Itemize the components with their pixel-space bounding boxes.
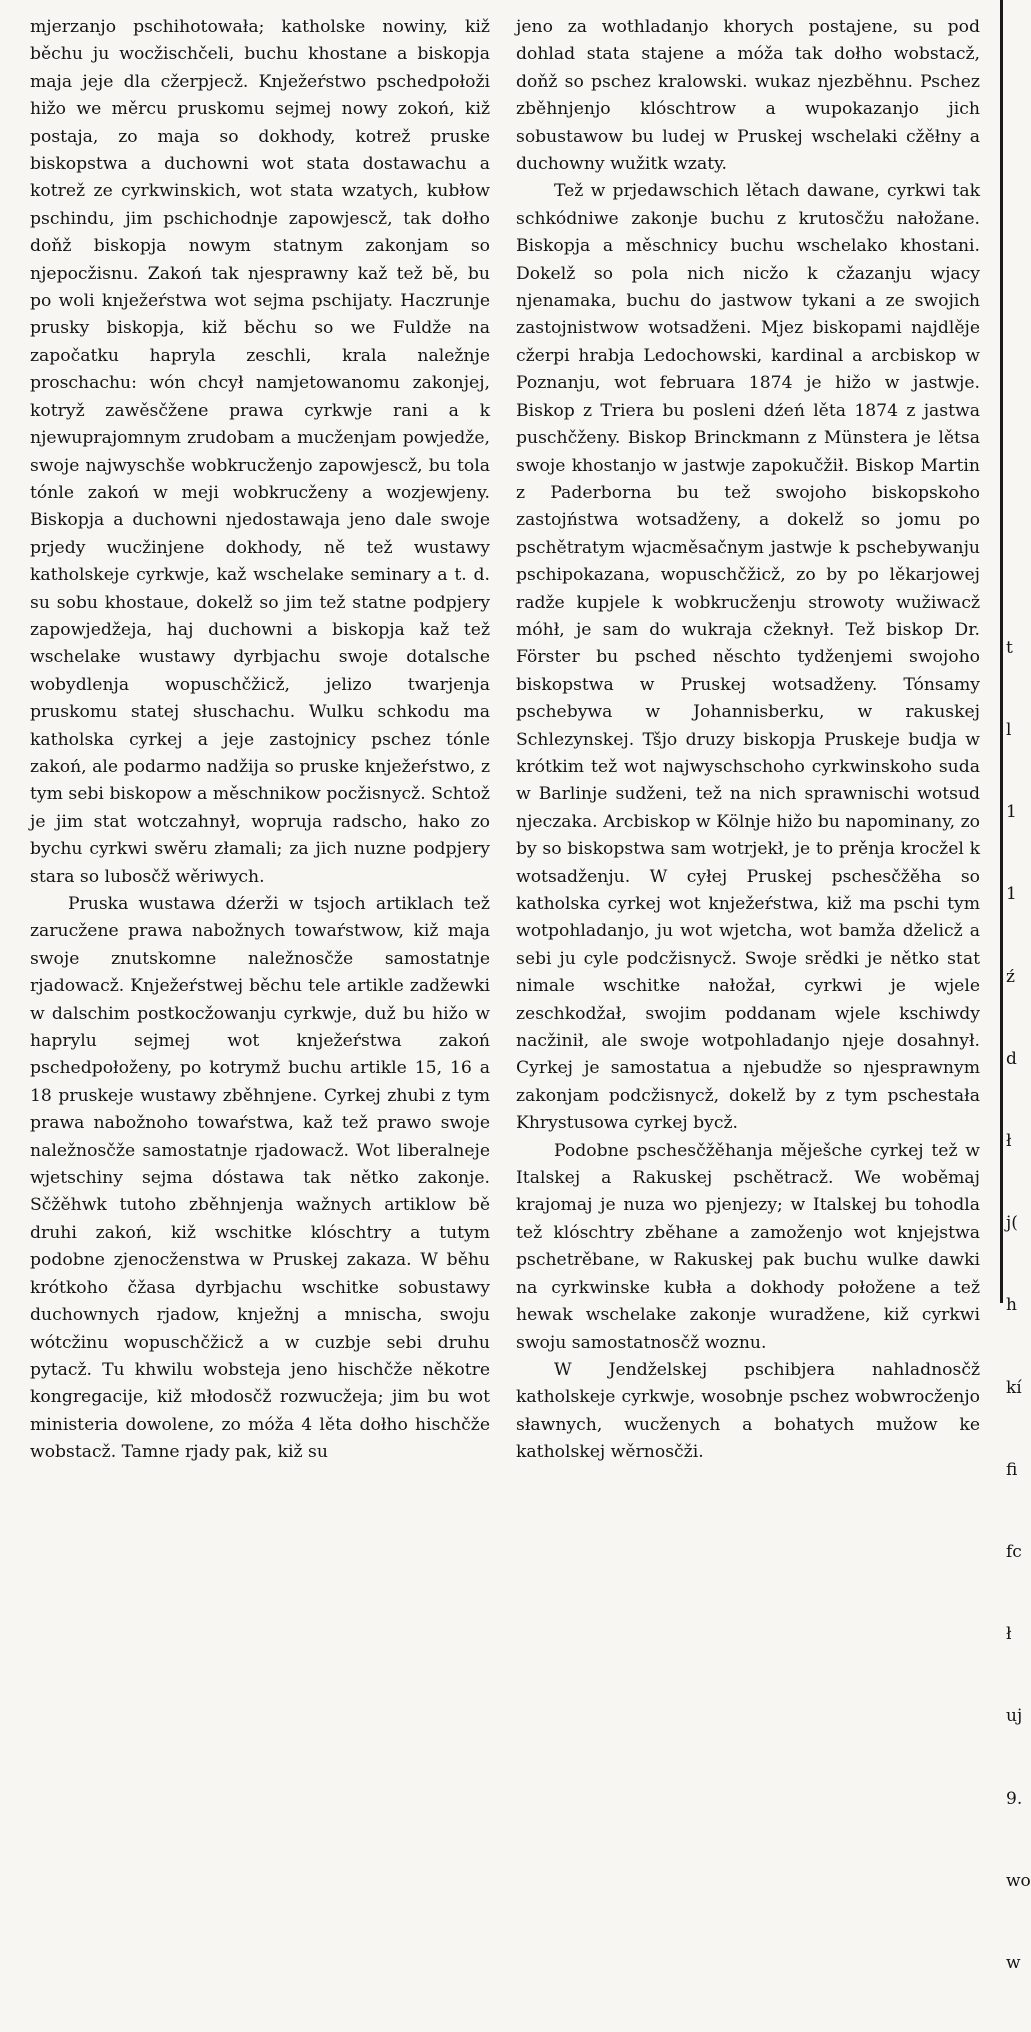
edge-fragment: j(: [1006, 1213, 1018, 1234]
edge-fragment: 1: [1006, 884, 1017, 905]
page-edge-rule: [1000, 0, 1003, 1303]
right-paragraph-4: W Jendželskej pschibjera nahladnosčž katholskeje cyrkwje, wosobnje pschez wobwrocženjo sławnych, wucženych a bohatych mužow ke katholskej wěrnosčži.: [516, 1359, 980, 1463]
edge-fragment: d: [1006, 1048, 1017, 1069]
edge-fragment: w: [1006, 1953, 1021, 1974]
left-column: [30, 14, 490, 1467]
edge-fragment: l: [1006, 720, 1012, 741]
edge-fragment: fc: [1006, 1542, 1022, 1563]
right-column: [516, 14, 980, 1467]
right-paragraph-1: jeno za wothladanjo khorych postajene, su pod dohlad stata stajene a móža tak dołho wobstacž, doňž so pschez kralowski. wukaz njezběhnu. Pschez zběhnjenjo klóschtrow a wupokazanjo jich sobustawow bu ludej w Pruskej wschelaki cžěłny a duchowny wužitk wzaty.: [516, 17, 980, 175]
left-paragraph-2: Pruska wustawa dźerži w tsjoch artiklach tež zarucžene prawa nabožnych towaŕstwow, kiž maja swoje znutskomne naležnosčže samostatnje rjadowacž. Knježeŕstwej běchu tele artikle zadžewki w dalschim postkocžowanju cyrkwje, duž bu hižo w haprylu sejmej wot knježeŕstwa zakoń pschedpołoženy, po kotrymž buchu artikle 15, 16 a 18 pruskeje wustawy zběhnjene. Cyrkej zhubi z tym prawa nabožnoho towaŕstwa, kaž tež prawo swoje naležnosčže samostatnje rjadowacž. Wot liberalneje wjetschiny sejma dóstawa tak nětko zakonje. Sčžěhwk tutoho zběhnjenja wažnych artiklow bě druhi zakoń, kiž wschitke klóschtry a tutym podobne zjenocženstwa w Pruskej zakaza. W běhu krótkoho čžasa dyrbjachu wschitke sobustawy duchownych rjadow, knježnj a mnischa, swoju wótcžinu wopuschčžicž a w cuzbje sebi druhu pytacž. Tu khwilu wobsteja jeno hischčže někotre kongregacije, kiž młodosčž rozwucžeja; jim bu wot ministeria dowolene, zo móža 4 lěta dołho hischčže wobstacž. Tamne rjady pak, kiž su: [30, 894, 490, 1463]
edge-fragment: ł: [1006, 1131, 1012, 1152]
edge-fragment: ł: [1006, 1624, 1012, 1645]
edge-fragment: uj: [1006, 1706, 1023, 1727]
right-paragraph-2: Tež w prjedawschich lětach dawane, cyrkwi tak schkódniwe zakonje buchu z krutosčžu nałožane. Biskopja a měschnicy buchu wschelako khostani. Dokelž so pola nich nicžo k cžazanju wjacy njenamaka, buchu do jastwow tykani a ze swojich zastojnistwow wotsadženi. Mjez biskopami najdlěje cžerpi hrabja Ledochowski, kardinal a arcbiskop w Poznanju, wot februara 1874 je hižo w jastwje. Biskop z Triera bu posleni dźeń lěta 1874 z jastwa puschčženy. Biskop Brinckmann z Münstera je lětsa swoje khostanjo w jastwje zapokučžił. Biskop Martin z Paderborna bu tež swojoho biskopskoho zastojństwa wotsadženy, a dokelž so jomu po pschětratym wjacměsačnym jastwje k pschebywanju pschipokazana, wopuschčžicž, zo by po lěkarjowej radže kupjele k wobkrucženju strowoty wužiwacž móhł, je sam do wukraja cžeknył. Tež biskop Dr. Förster bu psched něschto tydženjemi swojoho biskopstwa w Pruskej wotsadženy. Tónsamy pschebywa w Johannisberku, w rakuskej Schlezynskej. Tšjo druzy biskopja Pruskeje budja w krótkim tež wot najwyschschoho cyrkwinskoho suda w Barlinje sudženi, tež na nich sprawnischi wotsud njeczaka. Arcbiskop w Kölnje hižo bu napominany, zo by so biskopstwa sam wotrjekł, je to prěnja krocžel k wotsadženju. W cyłej Pruskej pschesčžěha so katholska cyrkej wot knježeŕstwa, kiž ma pschi tym wotpohladanjo, ju wot wjetcha, wot bamža dželicž a sebi ju cyle podcžisnycž. Swoje srědki je nětko stat nimale wschitke nałožał, cyrkwi je wjele zeschkodžał, swojim poddanam wjele kschiwdy nacžinił, ale swoje wotpohladanjo njeje dosahnył. Cyrkej je samostatua a njebudže so njesprawnym zakonjam podcžisnycž, dokelž by z tym pschestała Khrystusowa cyrkej bycž.: [516, 181, 980, 1134]
next-page-edge-fragments: [1006, 580, 1031, 2032]
right-paragraph-3: Podobne pschesčžěhanja měješche cyrkej tež w Italskej a Rakuskej pschětracž. We woběmaj krajomaj je nuza wo pjenjezy; w Italskej bu tohodla tež klóschtry zběhane a zamoženjo wot knjejstwa pschetrěbane, w Rakuskej pak buchu wulke dawki na cyrkwinske kubła a dokhody połožene a tež hewak wschelake zakonje wuradžene, kiž cyrkwi swoju samostatnosčž woznu.: [516, 1140, 980, 1353]
edge-fragment: 9.: [1006, 1788, 1023, 1809]
column-gutter: [502, 12, 503, 1297]
edge-fragment: kí: [1006, 1377, 1022, 1398]
edge-fragment: ź: [1006, 966, 1015, 987]
edge-fragment: fi: [1006, 1459, 1018, 1480]
edge-fragment: 1: [1006, 802, 1017, 823]
edge-fragment: h: [1006, 1295, 1017, 1316]
edge-fragment: wo: [1006, 1870, 1031, 1891]
left-paragraph-1: mjerzanjo pschihotowała; katholske nowiny, kiž běchu ju wocžischčeli, buchu khostane a biskopja maja jeje dla cžerpjecž. Knježeŕstwo pschedpołoži hižo we měrcu pruskomu sejmej nowy zokoń, kiž postaja, zo maja so dokhody, kotrež pruske biskopstwa a duchowni wot stata dostawachu a kotrež ze cyrkwinskich, wot stata wzatych, kubłow pschindu, jim pschichodnje zapowjescž, tak dołho doňž biskopja nowym statnym zakonjam so njepocžisnu. Zakoń tak njesprawny kaž tež bě, bu po woli knježeŕstwa wot sejma pschijaty. Haczrunje prusky biskopja, kiž běchu so we Fuldže na započatku hapryla zeschli, krala naležnje proschachu: wón chcył namjetowanomu zakonjej, kotryž zawěsčžene prawa cyrkwje rani a k njewuprajomnym zrudobam a mucženjam powjedže, swoje najwyschše wobkrucženjo zapowjescž, bu tola tónle zakoń w meji wobkrucženy a wozjewjeny. Biskopja a duchowni njedostawaja jeno dale swoje prjedy wucžinjene dokhody, ně tež wustawy katholskeje cyrkwje, kaž wschelake seminary a t. d. su sobu khostaue, dokelž so jim tež statne podpjery zapowjedžeja, haj duchowni a biskopja kaž tež wschelake wustawy dyrbjachu swoje dotalsche wobydlenja wopuschčžicž, jelizo twarjenja pruskomu statej słuschachu. Wulku schkodu ma katholska cyrkej a jeje zastojnicy pschez tónle zakoń, ale podarmo nadžija so pruske knježeŕstwo, z tym sebi biskopow a měschnikow pocžisnycž. Schtož je jim stat wotczahnył, wopruja radscho, hako zo bychu cyrkwi swěru złamali; za jich nuzne podpjery stara so lubosčž wěriwych.: [30, 17, 490, 887]
edge-fragment: t: [1006, 637, 1013, 658]
